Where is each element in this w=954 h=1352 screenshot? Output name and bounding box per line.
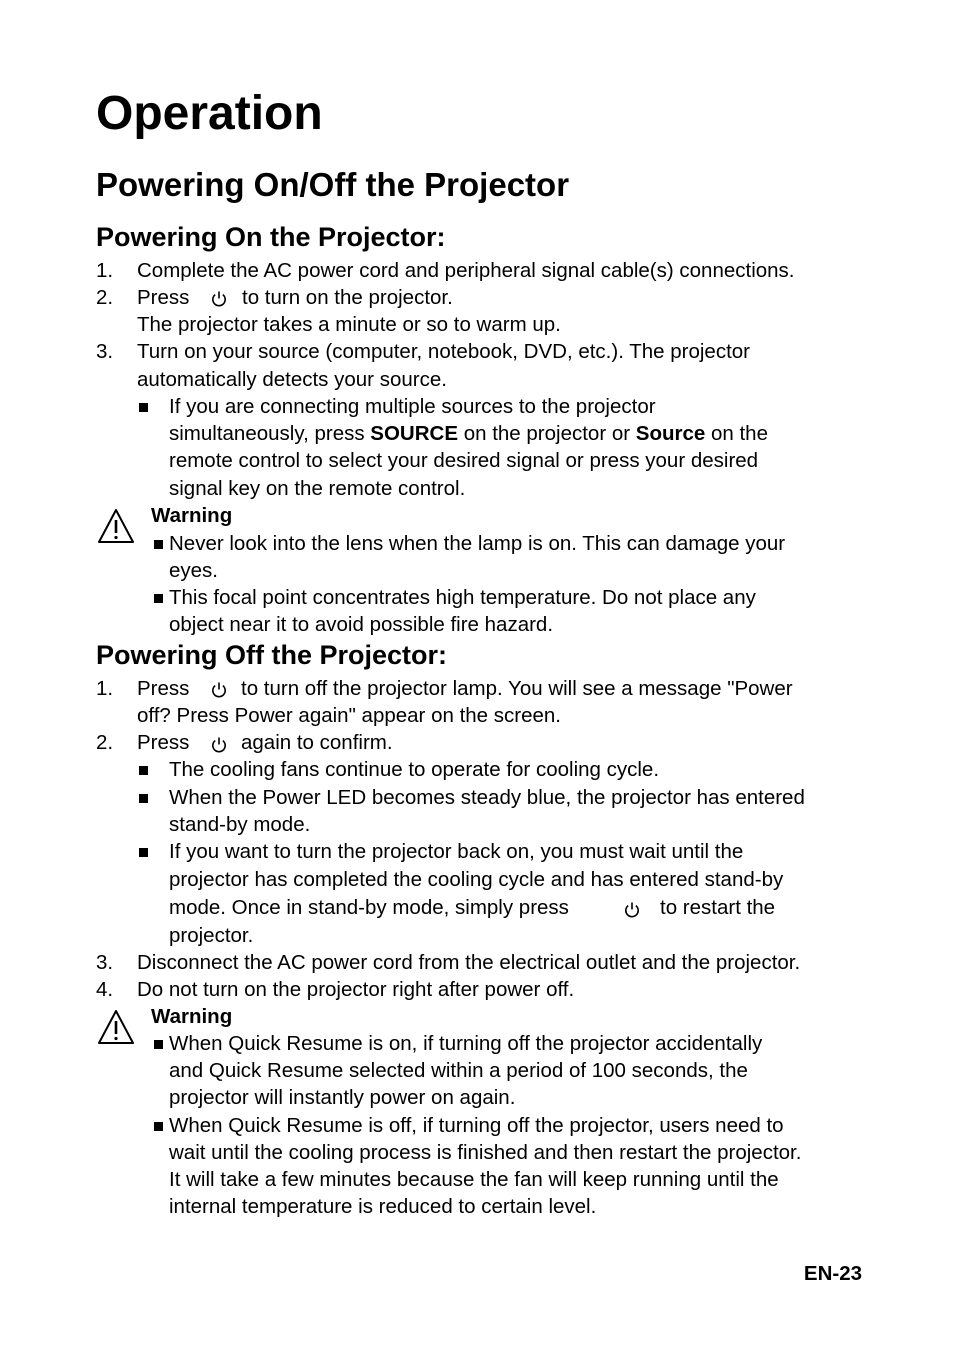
subsection-title-powering-on: Powering On the Projector:	[96, 222, 446, 252]
step-text: Complete the AC power cord and peripheral signal cable(s) connections.	[137, 259, 795, 282]
subsection-title-powering-off: Powering Off the Projector:	[96, 640, 448, 670]
bullet-text: mode. Once in stand-by mode, simply press	[169, 896, 569, 919]
power-icon	[210, 736, 228, 754]
page-number: EN-23	[803, 1262, 862, 1285]
step-text: Press	[137, 731, 190, 754]
warning-label: Warning	[151, 1005, 233, 1028]
warning-text: When Quick Resume is on, if turning off the projector accidentally	[169, 1032, 763, 1055]
bullet-text: When the Power LED becomes steady blue, the projector has entered	[169, 786, 805, 809]
power-icon	[210, 290, 228, 308]
step-text: again to confirm.	[241, 731, 393, 754]
bullet-text: projector has completed the cooling cycle and has entered stand-by	[169, 868, 784, 891]
warning-text: wait until the cooling process is finished and then restart the projector.	[169, 1141, 802, 1164]
step-text: Do not turn on the projector right after power off.	[137, 978, 575, 1001]
step-text: Disconnect the AC power cord from the electrical outlet and the projector.	[137, 951, 801, 974]
bullet-text: simultaneously, press SOURCE on the projector or Source on the	[169, 422, 768, 445]
warning-text: eyes.	[169, 559, 218, 582]
step-text: Press	[137, 677, 190, 700]
square-bullet-icon	[139, 794, 148, 803]
warning-text: This focal point concentrates high temperature. Do not place any	[169, 586, 756, 609]
bullet-text: signal key on the remote control.	[169, 477, 466, 500]
step-number: 2.	[96, 731, 114, 754]
square-bullet-icon	[154, 1040, 163, 1049]
page-title: Operation	[96, 87, 323, 140]
square-bullet-icon	[154, 594, 163, 603]
bullet-text: to restart the	[660, 896, 776, 919]
square-bullet-icon	[154, 1122, 163, 1131]
step-text: off? Press Power again" appear on the screen.	[137, 704, 561, 727]
warning-text: and Quick Resume selected within a period of 100 seconds, the	[169, 1059, 748, 1082]
step-text: Turn on your source (computer, notebook, DVD, etc.). The projector	[137, 340, 751, 363]
step-number: 1.	[96, 259, 114, 282]
step-text: Press	[137, 286, 190, 309]
warning-text: Never look into the lens when the lamp is on. This can damage your	[169, 532, 786, 555]
section-title: Powering On/Off the Projector	[96, 166, 570, 203]
warning-text: When Quick Resume is off, if turning off the projector, users need to	[169, 1114, 784, 1137]
step-number: 4.	[96, 978, 114, 1001]
step-number: 2.	[96, 286, 114, 309]
square-bullet-icon	[139, 403, 148, 412]
warning-text: projector will instantly power on again.	[169, 1086, 516, 1109]
step-number: 1.	[96, 677, 114, 700]
bullet-text: projector.	[169, 924, 254, 947]
step-number: 3.	[96, 340, 114, 363]
bullet-text: If you want to turn the projector back on, you must wait until the	[169, 840, 744, 863]
warning-label: Warning	[151, 504, 233, 527]
power-icon	[623, 901, 641, 919]
warning-triangle-icon	[97, 508, 135, 544]
warning-text: internal temperature is reduced to certain level.	[169, 1195, 597, 1218]
bullet-text: If you are connecting multiple sources to the projector	[169, 395, 656, 418]
square-bullet-icon	[154, 540, 163, 549]
warning-text: It will take a few minutes because the fan will keep running until the	[169, 1168, 779, 1191]
bullet-text: The cooling fans continue to operate for cooling cycle.	[169, 758, 660, 781]
step-text: The projector takes a minute or so to warm up.	[137, 313, 561, 336]
warning-text: object near it to avoid possible fire hazard.	[169, 613, 554, 636]
step-text: to turn off the projector lamp. You will see a message "Power	[241, 677, 793, 700]
step-number: 3.	[96, 951, 114, 974]
power-icon	[210, 681, 228, 699]
square-bullet-icon	[139, 766, 148, 775]
warning-triangle-icon	[97, 1009, 135, 1045]
bullet-text: remote control to select your desired signal or press your desired	[169, 449, 759, 472]
step-text: to turn on the projector.	[242, 286, 453, 309]
bullet-text: stand-by mode.	[169, 813, 311, 836]
square-bullet-icon	[139, 848, 148, 857]
step-text: automatically detects your source.	[137, 368, 447, 391]
